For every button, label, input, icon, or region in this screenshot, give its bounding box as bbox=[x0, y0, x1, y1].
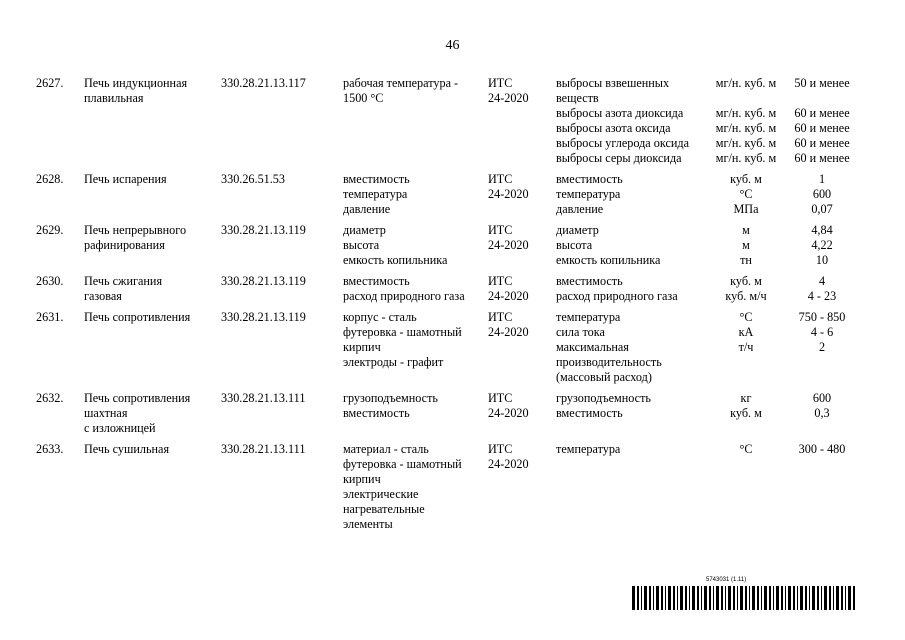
table-row bbox=[0, 310, 905, 391]
parameters bbox=[556, 310, 711, 385]
okpd-code: 330.28.21.13.119 bbox=[221, 310, 306, 324]
equipment-name-line: шахтная bbox=[84, 406, 128, 420]
spec-line: нагревательные bbox=[343, 502, 425, 516]
parameter-name: емкость копильника bbox=[556, 253, 661, 267]
barcode-bar bbox=[812, 586, 815, 610]
parameter-unit: м bbox=[742, 238, 750, 252]
page-number: 46 bbox=[445, 38, 460, 53]
barcode-bar bbox=[737, 586, 738, 610]
standard-line: ИТС bbox=[488, 391, 513, 405]
equipment-name-line: Печь сжигания bbox=[84, 274, 163, 288]
standard bbox=[488, 391, 548, 421]
parameter-unit: °С bbox=[739, 442, 753, 456]
barcode-bar bbox=[725, 586, 726, 610]
parameter-value: 60 и менее bbox=[794, 151, 850, 165]
table-row bbox=[0, 391, 905, 442]
parameter-value: 4 bbox=[818, 274, 826, 288]
table-row bbox=[0, 223, 905, 274]
okpd-code: 330.28.21.13.117 bbox=[221, 76, 306, 90]
parameter-unit: куб. м bbox=[730, 172, 762, 186]
barcode-bar bbox=[829, 586, 831, 610]
parameter-name: веществ bbox=[556, 91, 599, 105]
equipment-table bbox=[0, 76, 905, 538]
values bbox=[782, 76, 862, 166]
parameter-unit: куб. м bbox=[730, 274, 762, 288]
barcode-bar bbox=[833, 586, 834, 610]
barcode-bar bbox=[752, 586, 755, 610]
barcode-bar bbox=[809, 586, 810, 610]
barcode-bar bbox=[641, 586, 642, 610]
row-number: 2632. bbox=[36, 391, 64, 405]
parameter-name: вместимость bbox=[556, 172, 623, 186]
standard-line: ИТС bbox=[488, 76, 513, 90]
spec bbox=[343, 223, 481, 268]
standard-line: 24-2020 bbox=[488, 289, 529, 303]
parameter-name: расход природного газа bbox=[556, 289, 678, 303]
standard-line: ИТС bbox=[488, 223, 513, 237]
barcode-bar bbox=[769, 586, 771, 610]
barcode-bar bbox=[740, 586, 743, 610]
values bbox=[782, 223, 862, 268]
spec-line: грузоподъемность bbox=[343, 391, 438, 405]
spec bbox=[343, 391, 481, 421]
barcode-bar bbox=[668, 586, 671, 610]
parameter-name: производительность bbox=[556, 355, 662, 369]
units bbox=[706, 172, 786, 217]
equipment-name-line: рафинирования bbox=[84, 238, 165, 252]
barcode-bar bbox=[757, 586, 759, 610]
barcode-bar bbox=[649, 586, 651, 610]
parameter-unit: тн bbox=[740, 253, 752, 267]
equipment-name-line: газовая bbox=[84, 289, 122, 303]
spec bbox=[343, 274, 481, 304]
barcode-bar bbox=[749, 586, 750, 610]
barcode-bar bbox=[764, 586, 767, 610]
units bbox=[706, 274, 786, 304]
parameter-name: температура bbox=[556, 442, 621, 456]
parameter-unit: °С bbox=[739, 310, 753, 324]
parameter-value: 4,22 bbox=[811, 238, 833, 252]
okpd-code: 330.28.21.13.119 bbox=[221, 223, 306, 237]
standard-line: 24-2020 bbox=[488, 91, 529, 105]
spec-line: кирпич bbox=[343, 472, 381, 486]
table-row bbox=[0, 76, 905, 172]
barcode-bar bbox=[656, 586, 659, 610]
barcode-bar bbox=[709, 586, 711, 610]
row-number: 2630. bbox=[36, 274, 64, 288]
standard bbox=[488, 310, 548, 340]
spec-line: вместимость bbox=[343, 172, 410, 186]
barcode-bar bbox=[797, 586, 798, 610]
equipment-name bbox=[84, 223, 214, 253]
equipment-name bbox=[84, 274, 214, 304]
parameter-unit: мг/н. куб. м bbox=[715, 76, 777, 90]
units bbox=[706, 391, 786, 421]
parameter-value: 300 - 480 bbox=[798, 442, 846, 456]
barcode-bar bbox=[733, 586, 735, 610]
parameter-value: 4 - 6 bbox=[810, 325, 834, 339]
units bbox=[706, 442, 786, 457]
barcode-bar bbox=[845, 586, 846, 610]
parameter-value: 600 bbox=[812, 391, 832, 405]
parameter-unit: °С bbox=[739, 187, 753, 201]
standard-line: ИТС bbox=[488, 442, 513, 456]
barcode-bar bbox=[673, 586, 675, 610]
barcode-bar bbox=[637, 586, 639, 610]
parameter-name: выбросы взвешенных bbox=[556, 76, 670, 90]
barcode-bar bbox=[800, 586, 803, 610]
spec-line: вместимость bbox=[343, 406, 410, 420]
parameter-value: 60 и менее bbox=[794, 136, 850, 150]
equipment-name bbox=[84, 391, 214, 436]
barcode-bar bbox=[644, 586, 647, 610]
barcode-bar bbox=[821, 586, 822, 610]
standard-line: 24-2020 bbox=[488, 187, 529, 201]
parameter-unit: МПа bbox=[733, 202, 759, 216]
parameter-name: высота bbox=[556, 238, 593, 252]
barcode-bar bbox=[761, 586, 762, 610]
spec bbox=[343, 310, 481, 370]
parameter-name: максимальная bbox=[556, 340, 629, 354]
barcode-bar bbox=[692, 586, 695, 610]
standard bbox=[488, 274, 548, 304]
parameter-value: 4 - 23 bbox=[807, 289, 837, 303]
parameter-name: диаметр bbox=[556, 223, 599, 237]
barcode-bar bbox=[788, 586, 791, 610]
standard bbox=[488, 172, 548, 202]
barcode-bar bbox=[665, 586, 666, 610]
equipment-name-line: Печь непрерывного bbox=[84, 223, 187, 237]
barcode-bar bbox=[773, 586, 774, 610]
barcode bbox=[632, 586, 858, 610]
parameter-name: грузоподъемность bbox=[556, 391, 651, 405]
barcode-bar bbox=[653, 586, 654, 610]
parameter-value: 4,84 bbox=[811, 223, 833, 237]
spec-line: электрические bbox=[343, 487, 419, 501]
equipment-name bbox=[84, 76, 214, 106]
parameter-name: сила тока bbox=[556, 325, 605, 339]
standard-line: ИТС bbox=[488, 172, 513, 186]
spec-line: температура bbox=[343, 187, 408, 201]
spec-line: материал - сталь bbox=[343, 442, 429, 456]
parameter-value: 0,07 bbox=[811, 202, 833, 216]
parameters bbox=[556, 442, 711, 457]
barcode-bar bbox=[704, 586, 707, 610]
barcode-bar bbox=[781, 586, 783, 610]
barcode-bar bbox=[689, 586, 690, 610]
spec bbox=[343, 442, 481, 532]
values bbox=[782, 310, 862, 385]
barcode-bar bbox=[713, 586, 714, 610]
parameters bbox=[556, 391, 711, 421]
parameter-name: вместимость bbox=[556, 406, 623, 420]
equipment-name-line: Печь сопротивления bbox=[84, 391, 191, 405]
parameter-name: вместимость bbox=[556, 274, 623, 288]
equipment-name-line: Печь испарения bbox=[84, 172, 167, 186]
standard-line: 24-2020 bbox=[488, 457, 529, 471]
parameter-unit: мг/н. куб. м bbox=[715, 106, 777, 120]
spec-line: 1500 °С bbox=[343, 91, 384, 105]
spec-line: футеровка - шамотный bbox=[343, 457, 462, 471]
units bbox=[706, 223, 786, 268]
standard bbox=[488, 76, 548, 106]
parameter-unit: мг/н. куб. м bbox=[715, 136, 777, 150]
equipment-name-line: с изложницей bbox=[84, 421, 156, 435]
parameter-value: 2 bbox=[818, 340, 826, 354]
equipment-name-line: плавильная bbox=[84, 91, 144, 105]
table-row bbox=[0, 274, 905, 310]
barcode-bar bbox=[677, 586, 678, 610]
okpd-code: 330.28.21.13.111 bbox=[221, 442, 306, 456]
equipment-name bbox=[84, 172, 214, 187]
standard-line: 24-2020 bbox=[488, 238, 529, 252]
parameter-value: 60 и менее bbox=[794, 121, 850, 135]
spec-line: давление bbox=[343, 202, 391, 216]
barcode-bar bbox=[661, 586, 663, 610]
units bbox=[706, 76, 786, 166]
barcode-bar bbox=[853, 586, 855, 610]
barcode-bar bbox=[841, 586, 843, 610]
barcode-bar bbox=[701, 586, 702, 610]
parameter-unit: мг/н. куб. м bbox=[715, 121, 777, 135]
parameter-unit: куб. м/ч bbox=[725, 289, 767, 303]
standard bbox=[488, 223, 548, 253]
barcode-bar bbox=[680, 586, 683, 610]
parameter-unit: кг bbox=[740, 391, 752, 405]
barcode-bar bbox=[785, 586, 786, 610]
parameter-name: выбросы азота диоксида bbox=[556, 106, 684, 120]
parameter-value: 600 bbox=[812, 187, 832, 201]
equipment-name-line: Печь сушильная bbox=[84, 442, 170, 456]
row-number: 2629. bbox=[36, 223, 64, 237]
row-number: 2633. bbox=[36, 442, 64, 456]
spec-line: рабочая температура - bbox=[343, 76, 459, 90]
spec bbox=[343, 76, 481, 106]
parameter-value: 1 bbox=[818, 172, 826, 186]
parameters bbox=[556, 274, 711, 304]
equipment-name bbox=[84, 442, 214, 457]
equipment-name-line: Печь индукционная bbox=[84, 76, 188, 90]
spec-line: емкость копильника bbox=[343, 253, 448, 267]
barcode-bar bbox=[685, 586, 687, 610]
barcode-bar bbox=[632, 586, 635, 610]
parameter-unit: куб. м bbox=[730, 406, 762, 420]
row-number: 2627. bbox=[36, 76, 64, 90]
values bbox=[782, 274, 862, 304]
spec-line: электроды - графит bbox=[343, 355, 444, 369]
values bbox=[782, 442, 862, 457]
okpd-code: 330.28.21.13.119 bbox=[221, 274, 306, 288]
parameter-value: 0,3 bbox=[814, 406, 830, 420]
parameters bbox=[556, 172, 711, 217]
parameter-name: выбросы углерода оксида bbox=[556, 136, 689, 150]
barcode-bar bbox=[817, 586, 819, 610]
parameter-name: давление bbox=[556, 202, 604, 216]
okpd-code: 330.26.51.53 bbox=[221, 172, 285, 186]
parameter-name: выбросы азота оксида bbox=[556, 121, 671, 135]
spec-line: диаметр bbox=[343, 223, 386, 237]
spec-line: элементы bbox=[343, 517, 393, 531]
equipment-name-line: Печь сопротивления bbox=[84, 310, 191, 324]
okpd-code: 330.28.21.13.111 bbox=[221, 391, 306, 405]
parameter-name: температура bbox=[556, 310, 621, 324]
barcode-bar bbox=[745, 586, 747, 610]
spec-line: кирпич bbox=[343, 340, 381, 354]
row-number: 2628. bbox=[36, 172, 64, 186]
parameter-value: 50 и менее bbox=[794, 76, 850, 90]
spec-line: высота bbox=[343, 238, 380, 252]
spec-line: корпус - сталь bbox=[343, 310, 417, 324]
spec-line: расход природного газа bbox=[343, 289, 465, 303]
spec-line: футеровка - шамотный bbox=[343, 325, 462, 339]
values bbox=[782, 391, 862, 421]
barcode-bar bbox=[805, 586, 807, 610]
barcode-bar bbox=[824, 586, 827, 610]
table-row bbox=[0, 172, 905, 223]
barcode-bar bbox=[728, 586, 731, 610]
barcode-bar bbox=[716, 586, 719, 610]
parameters bbox=[556, 76, 711, 166]
standard-line: ИТС bbox=[488, 274, 513, 288]
barcode-bar bbox=[836, 586, 839, 610]
parameters bbox=[556, 223, 711, 268]
table-row bbox=[0, 442, 905, 538]
parameter-unit: кА bbox=[738, 325, 754, 339]
values bbox=[782, 172, 862, 217]
row-number: 2631. bbox=[36, 310, 64, 324]
barcode-bar bbox=[721, 586, 723, 610]
equipment-name bbox=[84, 310, 214, 325]
barcode-bar bbox=[697, 586, 699, 610]
parameter-unit: т/ч bbox=[738, 340, 754, 354]
barcode-bar bbox=[776, 586, 779, 610]
barcode-bar bbox=[848, 586, 851, 610]
parameter-unit: мг/н. куб. м bbox=[715, 151, 777, 165]
spec-line: вместимость bbox=[343, 274, 410, 288]
standard-line: 24-2020 bbox=[488, 325, 529, 339]
spec bbox=[343, 172, 481, 217]
barcode-bar bbox=[793, 586, 795, 610]
barcode-caption: 5743031 (1.11) bbox=[706, 577, 747, 583]
parameter-unit: м bbox=[742, 223, 750, 237]
parameter-value: 10 bbox=[815, 253, 829, 267]
standard-line: ИТС bbox=[488, 310, 513, 324]
units bbox=[706, 310, 786, 385]
standard bbox=[488, 442, 548, 472]
parameter-value: 750 - 850 bbox=[798, 310, 846, 324]
standard-line: 24-2020 bbox=[488, 406, 529, 420]
parameter-name: выбросы серы диоксида bbox=[556, 151, 682, 165]
parameter-name: (массовый расход) bbox=[556, 370, 652, 384]
parameter-name: температура bbox=[556, 187, 621, 201]
parameter-value: 60 и менее bbox=[794, 106, 850, 120]
